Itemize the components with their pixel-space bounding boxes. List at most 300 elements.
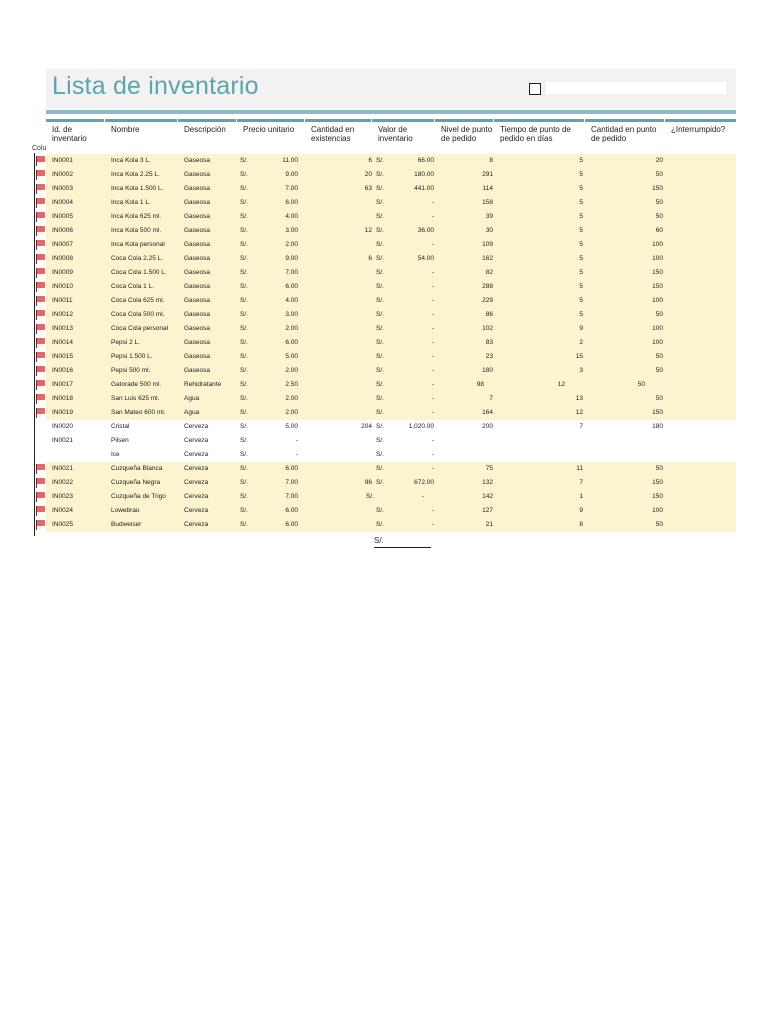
cell-cantidad[interactable] <box>326 350 372 364</box>
cell-descripcion[interactable]: Gaseosa <box>184 297 211 304</box>
cell-descripcion[interactable]: Gaseosa <box>184 311 211 318</box>
cell-valor-currency[interactable]: S/. <box>376 283 384 290</box>
cell-valor-currency[interactable]: S/. <box>376 213 384 220</box>
cell-tiempo[interactable]: 5 <box>579 157 583 164</box>
header-descripcion[interactable]: Descripción <box>178 119 236 155</box>
cell-precio[interactable]: 2.00 <box>285 409 298 416</box>
cell-precio[interactable]: 4.00 <box>285 213 298 220</box>
cell-valor-currency[interactable]: S/. <box>376 311 384 318</box>
cell-nombre[interactable]: Coca Cola 500 ml. <box>111 311 165 318</box>
cell-interrumpido[interactable] <box>671 224 731 238</box>
cell-id[interactable]: IN0009 <box>52 269 73 276</box>
cell-cantidad[interactable] <box>326 196 372 210</box>
cell-valor-currency[interactable]: S/. <box>376 423 384 430</box>
cell-currency[interactable]: S/. <box>240 451 248 458</box>
cell-currency[interactable]: S/. <box>240 353 248 360</box>
cell-precio[interactable]: 9.00 <box>285 255 298 262</box>
header-interrumpido[interactable]: ¿Interrumpido? <box>665 119 736 155</box>
cell-precio[interactable]: 3.00 <box>285 227 298 234</box>
cell-cantidad[interactable] <box>326 210 372 224</box>
cell-precio[interactable]: 2.00 <box>285 325 298 332</box>
cell-currency[interactable]: S/. <box>240 171 248 178</box>
cell-valor[interactable]: - <box>431 409 434 416</box>
cell-descripcion[interactable]: Cerveza <box>184 451 209 458</box>
cell-cantidad[interactable] <box>326 308 372 322</box>
cell-id[interactable]: IN0019 <box>52 409 73 416</box>
cell-valor-currency[interactable]: S/. <box>376 241 384 248</box>
cell-interrumpido[interactable] <box>671 378 731 392</box>
cell-descripcion[interactable]: Cerveza <box>184 521 209 528</box>
cell-id[interactable]: IN0023 <box>52 493 73 500</box>
cell-currency[interactable]: S/. <box>240 325 248 332</box>
header-precio[interactable]: Precio unitario <box>237 119 304 155</box>
cell-nivel[interactable]: 102 <box>482 325 493 332</box>
cell-nivel[interactable]: 158 <box>482 199 493 206</box>
cell-nivel[interactable]: 23 <box>485 353 493 360</box>
cell-valor-currency[interactable]: S/. <box>376 171 384 178</box>
cell-cantidad[interactable] <box>326 238 372 252</box>
cell-cantidad-pedido[interactable]: 20 <box>655 157 663 164</box>
cell-nombre[interactable]: Inca Kola 500 ml. <box>111 227 162 234</box>
cell-nivel[interactable]: 83 <box>485 339 493 346</box>
cell-cantidad[interactable]: 20 <box>364 171 372 178</box>
cell-cantidad[interactable]: 12 <box>364 227 372 234</box>
cell-cantidad[interactable] <box>326 266 372 280</box>
cell-descripcion[interactable]: Gaseosa <box>184 255 211 262</box>
cell-descripcion[interactable]: Gaseosa <box>184 227 211 234</box>
cell-valor-currency[interactable]: S/. <box>376 157 384 164</box>
cell-tiempo[interactable]: 8 <box>579 521 583 528</box>
cell-nombre[interactable]: Gatorade 500 ml. <box>111 381 162 388</box>
cell-valor[interactable]: - <box>431 367 434 374</box>
cell-interrumpido[interactable] <box>671 476 731 490</box>
cell-descripcion[interactable]: Gaseosa <box>184 339 211 346</box>
cell-descripcion[interactable]: Gaseosa <box>184 199 211 206</box>
header-id[interactable]: Id. de inventario <box>46 119 104 155</box>
cell-nivel[interactable]: 109 <box>482 241 493 248</box>
cell-descripcion[interactable]: Rehidratante <box>184 381 222 388</box>
cell-id[interactable]: IN0005 <box>52 213 73 220</box>
title-checkbox[interactable] <box>529 83 541 95</box>
cell-valor[interactable]: - <box>431 241 434 248</box>
cell-id[interactable]: IN0006 <box>52 227 73 234</box>
cell-precio[interactable]: 7.00 <box>285 493 298 500</box>
cell-cantidad-pedido[interactable]: 100 <box>652 255 663 262</box>
cell-valor-currency[interactable]: S/. <box>376 395 384 402</box>
cell-id[interactable]: IN0024 <box>52 507 73 514</box>
cell-valor[interactable]: - <box>421 493 424 500</box>
cell-nombre[interactable]: Cristal <box>111 423 130 430</box>
cell-valor[interactable]: 672.00 <box>414 479 434 486</box>
cell-precio[interactable]: 5.00 <box>285 423 298 430</box>
cell-descripcion[interactable]: Gaseosa <box>184 325 211 332</box>
cell-tiempo[interactable]: 5 <box>579 227 583 234</box>
cell-tiempo[interactable]: 7 <box>579 423 583 430</box>
header-nivel[interactable]: Nivel de punto de pedido <box>435 119 493 155</box>
cell-descripcion[interactable]: Gaseosa <box>184 367 211 374</box>
cell-nivel[interactable]: 39 <box>485 213 493 220</box>
cell-precio[interactable]: - <box>295 451 298 458</box>
cell-precio[interactable]: 2.50 <box>285 381 298 388</box>
cell-cantidad-pedido[interactable]: 50 <box>655 199 663 206</box>
cell-precio[interactable]: 6.00 <box>285 507 298 514</box>
cell-cantidad-pedido[interactable]: 50 <box>655 311 663 318</box>
cell-cantidad[interactable] <box>326 392 372 406</box>
cell-id[interactable]: IN0013 <box>52 325 73 332</box>
cell-descripcion[interactable]: Agua <box>184 395 200 402</box>
cell-descripcion[interactable]: Gaseosa <box>184 353 211 360</box>
cell-currency[interactable]: S/. <box>240 227 248 234</box>
cell-interrumpido[interactable] <box>671 364 731 378</box>
cell-cantidad[interactable]: 6 <box>368 157 372 164</box>
cell-cantidad-pedido[interactable]: 50 <box>655 353 663 360</box>
cell-valor-currency[interactable]: S/. <box>376 199 384 206</box>
cell-valor[interactable]: - <box>431 381 434 388</box>
cell-nombre[interactable]: Coca Cola personal <box>111 325 169 332</box>
cell-precio[interactable]: 6.00 <box>285 465 298 472</box>
cell-cantidad-pedido[interactable]: 150 <box>652 269 663 276</box>
cell-nombre[interactable]: Coca Cola 2.25 L. <box>111 255 164 262</box>
cell-precio[interactable]: 6.00 <box>285 521 298 528</box>
cell-valor[interactable]: - <box>431 395 434 402</box>
cell-currency[interactable]: S/. <box>240 283 248 290</box>
cell-descripcion[interactable]: Cerveza <box>184 423 209 430</box>
cell-id[interactable]: IN0014 <box>52 339 73 346</box>
cell-cantidad[interactable] <box>326 518 372 532</box>
cell-currency[interactable]: S/. <box>240 185 248 192</box>
cell-nombre[interactable]: Coca Cola 1.500 L. <box>111 269 167 276</box>
cell-interrumpido[interactable] <box>671 434 731 448</box>
cell-tiempo[interactable]: 11 <box>576 465 583 472</box>
cell-interrumpido[interactable] <box>671 406 731 420</box>
cell-nombre[interactable]: Pepsi 500 ml. <box>111 367 151 374</box>
cell-id[interactable] <box>52 448 104 462</box>
cell-descripcion[interactable]: Cerveza <box>184 507 209 514</box>
cell-id[interactable]: IN0001 <box>52 157 73 164</box>
cell-id[interactable]: IN0018 <box>52 395 73 402</box>
cell-id[interactable]: IN0020 <box>52 423 73 430</box>
cell-descripcion[interactable]: Gaseosa <box>184 185 211 192</box>
cell-nombre[interactable]: San Mateo 600 ml. <box>111 409 166 416</box>
cell-cantidad[interactable]: 63 <box>364 185 372 192</box>
cell-tiempo[interactable]: 12 <box>575 409 583 416</box>
cell-valor[interactable]: - <box>431 353 434 360</box>
cell-interrumpido[interactable] <box>671 448 731 462</box>
cell-valor[interactable]: 441.00 <box>414 185 434 192</box>
cell-valor-currency[interactable]: S/. <box>376 507 384 514</box>
cell-descripcion[interactable]: Cerveza <box>184 465 209 472</box>
cell-descripcion[interactable]: Gaseosa <box>184 241 211 248</box>
cell-interrumpido[interactable] <box>671 490 731 504</box>
cell-id[interactable]: IN0007 <box>52 241 73 248</box>
cell-precio[interactable]: 4.00 <box>285 297 298 304</box>
header-cantidad[interactable]: Cantidad en existencias <box>305 119 371 155</box>
cell-currency[interactable]: S/. <box>240 199 248 206</box>
cell-nivel[interactable]: 30 <box>485 227 493 234</box>
cell-tiempo[interactable]: 5 <box>579 185 583 192</box>
cell-tiempo[interactable]: 9 <box>579 507 583 514</box>
cell-interrumpido[interactable] <box>671 350 731 364</box>
cell-valor-currency[interactable]: S/. <box>376 437 384 444</box>
cell-nombre[interactable]: Budweiser <box>111 521 142 528</box>
cell-id[interactable]: IN0022 <box>52 479 73 486</box>
cell-cantidad-pedido[interactable]: 100 <box>652 241 663 248</box>
cell-tiempo[interactable]: 2 <box>579 339 583 346</box>
cell-valor-currency[interactable]: S/. <box>376 353 384 360</box>
cell-interrumpido[interactable] <box>671 280 731 294</box>
cell-valor[interactable]: 36.00 <box>417 227 434 234</box>
cell-tiempo[interactable]: 5 <box>579 199 583 206</box>
cell-tiempo[interactable]: 13 <box>575 395 583 402</box>
cell-valor[interactable]: - <box>431 325 434 332</box>
cell-nivel[interactable]: 291 <box>482 171 493 178</box>
cell-valor[interactable]: - <box>431 339 434 346</box>
cell-cantidad-pedido[interactable]: 50 <box>637 381 645 388</box>
cell-precio[interactable]: 11.00 <box>282 157 298 164</box>
cell-cantidad[interactable]: 6 <box>368 255 372 262</box>
header-cantidad-pedido[interactable]: Cantidad en punto de pedido <box>585 119 664 155</box>
cell-id[interactable]: IN0003 <box>52 185 73 192</box>
cell-tiempo[interactable]: 5 <box>579 241 583 248</box>
cell-interrumpido[interactable] <box>671 154 731 168</box>
cell-descripcion[interactable]: Cerveza <box>184 493 209 500</box>
cell-nivel[interactable]: 200 <box>482 423 493 430</box>
cell-id[interactable]: IN0012 <box>52 311 73 318</box>
cell-currency[interactable]: S/. <box>240 521 248 528</box>
cell-nombre[interactable]: Inca Kola 2.25 L. <box>111 171 160 178</box>
cell-nombre[interactable]: Cuzqueña de Trigo <box>111 493 166 500</box>
cell-valor-currency[interactable]: S/. <box>376 185 384 192</box>
cell-id[interactable]: IN0011 <box>52 297 73 304</box>
cell-nombre[interactable]: Inca Kola 1.500 L. <box>111 185 164 192</box>
cell-valor-currency[interactable]: S/. <box>376 381 384 388</box>
cell-valor-currency[interactable]: S/. <box>376 269 384 276</box>
cell-valor[interactable]: - <box>431 465 434 472</box>
cell-id[interactable]: IN0015 <box>52 353 73 360</box>
cell-nombre[interactable]: Ice <box>111 451 120 458</box>
cell-cantidad-pedido[interactable]: 150 <box>652 185 663 192</box>
cell-descripcion[interactable]: Cerveza <box>184 437 209 444</box>
cell-id[interactable]: IN0025 <box>52 521 73 528</box>
cell-currency[interactable]: S/. <box>240 339 248 346</box>
cell-nivel[interactable]: 82 <box>485 269 493 276</box>
cell-valor[interactable]: - <box>431 297 434 304</box>
cell-tiempo[interactable]: 1 <box>579 493 583 500</box>
cell-currency[interactable]: S/. <box>240 409 248 416</box>
cell-interrumpido[interactable] <box>671 308 731 322</box>
cell-nombre[interactable]: Inca Kola 1 L. <box>111 199 151 206</box>
cell-precio[interactable]: 7.00 <box>285 479 298 486</box>
cell-cantidad-pedido[interactable] <box>616 448 663 462</box>
cell-valor-currency[interactable]: S/. <box>376 297 384 304</box>
cell-valor-currency[interactable]: S/. <box>376 367 384 374</box>
cell-nombre[interactable]: Inca Kola personal <box>111 241 165 248</box>
cell-precio[interactable]: 3.00 <box>285 311 298 318</box>
cell-tiempo[interactable]: 5 <box>579 269 583 276</box>
cell-interrumpido[interactable] <box>671 462 731 476</box>
cell-cantidad-pedido[interactable]: 100 <box>652 507 663 514</box>
cell-precio[interactable]: - <box>295 437 298 444</box>
cell-currency[interactable]: S/. <box>240 157 248 164</box>
cell-descripcion[interactable]: Agua <box>184 409 200 416</box>
cell-tiempo[interactable]: 5 <box>579 311 583 318</box>
cell-cantidad-pedido[interactable]: 100 <box>652 297 663 304</box>
cell-currency[interactable]: S/. <box>240 269 248 276</box>
cell-precio[interactable]: 7.00 <box>285 185 298 192</box>
cell-cantidad[interactable] <box>326 294 372 308</box>
cell-valor[interactable]: 180.00 <box>414 171 434 178</box>
cell-currency[interactable]: S/. <box>240 213 248 220</box>
cell-id[interactable]: IN0010 <box>52 283 73 290</box>
cell-cantidad-pedido[interactable]: 150 <box>652 283 663 290</box>
cell-interrumpido[interactable] <box>671 518 731 532</box>
cell-nombre[interactable]: Pepsi 1.500 L. <box>111 353 153 360</box>
cell-interrumpido[interactable] <box>671 294 731 308</box>
cell-tiempo[interactable]: 5 <box>579 283 583 290</box>
cell-currency[interactable]: S/. <box>240 255 248 262</box>
cell-cantidad[interactable] <box>326 406 372 420</box>
cell-nivel[interactable]: 127 <box>482 507 493 514</box>
cell-interrumpido[interactable] <box>671 336 731 350</box>
cell-nombre[interactable]: Lowebrau <box>111 507 140 514</box>
cell-nombre[interactable]: Coca Cola 1 L. <box>111 283 154 290</box>
cell-interrumpido[interactable] <box>671 392 731 406</box>
cell-nivel[interactable]: 75 <box>485 465 493 472</box>
cell-interrumpido[interactable] <box>671 168 731 182</box>
cell-descripcion[interactable]: Cerveza <box>184 479 209 486</box>
cell-nivel[interactable]: 132 <box>482 479 493 486</box>
cell-cantidad-pedido[interactable]: 150 <box>652 493 663 500</box>
cell-id[interactable]: IN0002 <box>52 171 73 178</box>
cell-valor[interactable]: - <box>431 507 434 514</box>
cell-valor-currency[interactable]: S/. <box>376 255 384 262</box>
cell-currency[interactable]: S/. <box>240 367 248 374</box>
cell-currency[interactable]: S/. <box>240 395 248 402</box>
cell-valor[interactable]: 1,020.00 <box>408 423 434 430</box>
cell-currency[interactable]: S/. <box>240 423 248 430</box>
cell-interrumpido[interactable] <box>671 504 731 518</box>
cell-nombre[interactable]: Pilsen <box>111 437 129 444</box>
cell-interrumpido[interactable] <box>671 238 731 252</box>
cell-id[interactable]: IN0008 <box>52 255 73 262</box>
cell-cantidad-pedido[interactable] <box>616 434 663 448</box>
cell-nivel[interactable]: 142 <box>482 493 493 500</box>
cell-tiempo[interactable] <box>536 448 583 462</box>
cell-cantidad[interactable] <box>326 378 372 392</box>
cell-descripcion[interactable]: Gaseosa <box>184 213 211 220</box>
cell-valor-currency[interactable]: S/. <box>376 227 384 234</box>
cell-nivel[interactable]: 288 <box>482 283 493 290</box>
cell-valor-currency[interactable]: S/. <box>376 521 384 528</box>
cell-valor-currency[interactable]: S/. <box>376 325 384 332</box>
cell-nombre[interactable]: Inca Kola 3 L. <box>111 157 151 164</box>
cell-precio[interactable]: 2.00 <box>285 395 298 402</box>
cell-precio[interactable]: 6.00 <box>285 339 298 346</box>
cell-precio[interactable]: 2.00 <box>285 367 298 374</box>
cell-interrumpido[interactable] <box>671 322 731 336</box>
header-nombre[interactable]: Nombre <box>105 119 177 155</box>
cell-cantidad-pedido[interactable]: 50 <box>655 171 663 178</box>
cell-nivel[interactable] <box>446 434 493 448</box>
cell-descripcion[interactable]: Gaseosa <box>184 283 211 290</box>
cell-valor-currency[interactable]: S/. <box>376 409 384 416</box>
cell-tiempo[interactable]: 15 <box>575 353 583 360</box>
cell-currency[interactable]: S/. <box>240 381 248 388</box>
cell-id[interactable]: IN0021 <box>52 465 73 472</box>
cell-cantidad[interactable] <box>326 434 372 448</box>
cell-tiempo[interactable] <box>536 434 583 448</box>
cell-tiempo[interactable]: 12 <box>557 381 565 388</box>
cell-cantidad[interactable]: 96 <box>364 479 372 486</box>
cell-currency[interactable]: S/. <box>240 465 248 472</box>
cell-nombre[interactable]: Inca Kola 625 ml. <box>111 213 162 220</box>
cell-interrumpido[interactable] <box>671 182 731 196</box>
cell-tiempo[interactable]: 7 <box>579 479 583 486</box>
cell-cantidad-pedido[interactable]: 50 <box>655 521 663 528</box>
cell-id[interactable]: IN0021 <box>52 437 73 444</box>
cell-nivel[interactable] <box>446 448 493 462</box>
cell-tiempo[interactable]: 5 <box>579 171 583 178</box>
cell-currency[interactable]: S/. <box>240 493 248 500</box>
cell-valor[interactable]: 54.00 <box>417 255 434 262</box>
cell-cantidad[interactable]: 204 <box>361 423 372 430</box>
header-valor[interactable]: Valor de inventario <box>372 119 434 155</box>
cell-cantidad-pedido[interactable]: 100 <box>652 339 663 346</box>
cell-precio[interactable]: 6.00 <box>285 199 298 206</box>
title-input-field[interactable] <box>546 82 726 94</box>
cell-precio[interactable]: 5.00 <box>285 353 298 360</box>
cell-nivel[interactable]: 98 <box>476 381 484 388</box>
cell-currency[interactable]: S/. <box>240 507 248 514</box>
cell-id[interactable]: IN0017 <box>52 381 73 388</box>
cell-valor[interactable]: - <box>431 521 434 528</box>
cell-nivel[interactable]: 162 <box>482 255 493 262</box>
cell-tiempo[interactable]: 5 <box>579 297 583 304</box>
cell-descripcion[interactable]: Gaseosa <box>184 171 211 178</box>
cell-descripcion[interactable]: Gaseosa <box>184 157 211 164</box>
cell-cantidad-pedido[interactable]: 150 <box>652 409 663 416</box>
cell-tiempo[interactable]: 5 <box>579 255 583 262</box>
cell-valor[interactable]: - <box>431 437 434 444</box>
cell-precio[interactable]: 6.00 <box>285 283 298 290</box>
cell-cantidad-pedido[interactable]: 150 <box>652 479 663 486</box>
cell-precio[interactable]: 7.00 <box>285 269 298 276</box>
cell-currency[interactable]: S/. <box>240 311 248 318</box>
cell-nivel[interactable]: 8 <box>489 157 493 164</box>
cell-cantidad[interactable] <box>326 322 372 336</box>
cell-nivel[interactable]: 229 <box>482 297 493 304</box>
cell-nivel[interactable]: 21 <box>485 521 493 528</box>
cell-cantidad-pedido[interactable]: 50 <box>655 465 663 472</box>
cell-cantidad-pedido[interactable]: 50 <box>655 213 663 220</box>
cell-cantidad-pedido[interactable]: 180 <box>652 423 663 430</box>
cell-valor[interactable]: - <box>431 311 434 318</box>
cell-precio[interactable]: 2.00 <box>285 241 298 248</box>
cell-valor-currency[interactable]: S/. <box>376 339 384 346</box>
cell-tiempo[interactable]: 5 <box>579 213 583 220</box>
cell-valor[interactable]: - <box>431 199 434 206</box>
cell-cantidad-pedido[interactable]: 50 <box>655 367 663 374</box>
cell-cantidad[interactable] <box>326 504 372 518</box>
cell-valor-currency[interactable]: S/. <box>376 451 384 458</box>
cell-interrumpido[interactable] <box>671 210 731 224</box>
cell-cantidad-pedido[interactable]: 60 <box>655 227 663 234</box>
cell-interrumpido[interactable] <box>671 420 731 434</box>
cell-nombre[interactable]: Cuzqueña Negra <box>111 479 161 486</box>
cell-nivel[interactable]: 86 <box>485 311 493 318</box>
cell-valor-currency[interactable]: S/. <box>376 465 384 472</box>
cell-nivel[interactable]: 180 <box>482 367 493 374</box>
